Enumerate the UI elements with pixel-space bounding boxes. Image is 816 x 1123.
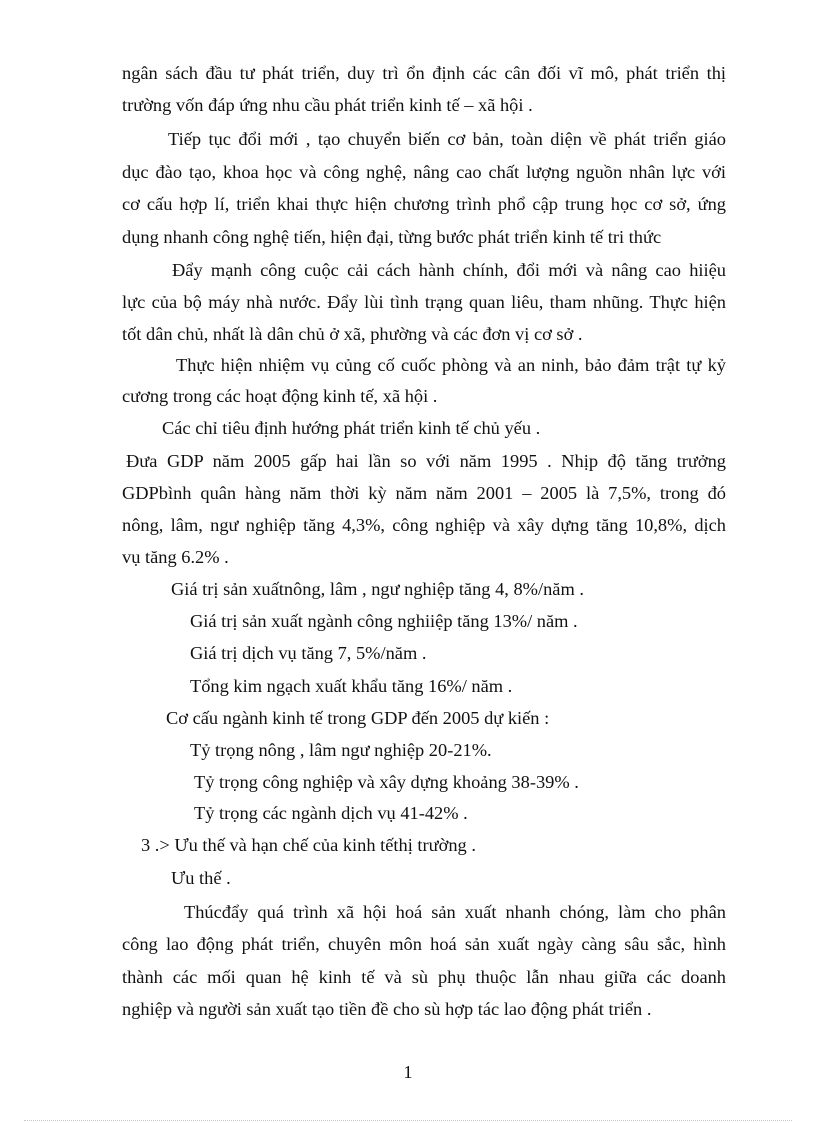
text-line: dụng nhanh công nghệ tiến, hiện đại, từng bước phát triển kinh tế tri thức [122,227,662,247]
text-line: Các chỉ tiêu định hướng phát triển kinh tế chủ yếu . [162,418,541,438]
text-line: Giá trị sản xuấtnông, lâm , ngư nghiệp tăng 4, 8%/năm . [171,579,584,599]
subsection-heading: Ưu thế . [171,868,231,888]
text-line: nghiệp và người sản xuất tạo tiền đề cho sù hợp tác lao động phát triển . [122,999,652,1019]
text-line: vụ tăng 6.2% . [122,547,229,567]
text-line: lực của bộ máy nhà nước. Đẩy lùi tình trạng quan liêu, tham nhũng. Thực hiện [122,292,726,312]
text-line: Tỷ trọng công nghiệp và xây dựng khoảng 38-39% . [194,772,579,792]
text-line: GDPbình quân hàng năm thời kỳ năm năm 2001 – 2005 là 7,5%, trong đó [122,483,726,503]
text-line: ngân sách đầu tư phát triển, duy trì ổn định các cân đối vĩ mô, phát triển thị [122,63,726,83]
text-line: thành các mối quan hệ kinh tế và sù phụ thuộc lẫn nhau giữa các doanh [122,967,726,987]
text-line: Thúcđẩy quá trình xã hội hoá sản xuất nhanh chóng, làm cho phân [184,902,726,922]
text-line: Đưa GDP năm 2005 gấp hai lần so với năm 1995 . Nhịp độ tăng trưởng [126,451,726,471]
text-line: trường vốn đáp ứng nhu cầu phát triển kinh tế – xã hội . [122,95,533,115]
text-line: công lao động phát triển, chuyên môn hoá sản xuất ngày càng sâu sắc, hình [122,934,726,954]
text-line: Thực hiện nhiệm vụ củng cố cuốc phòng và an ninh, bảo đảm trật tự kỷ [176,355,726,375]
text-line: Giá trị dịch vụ tăng 7, 5%/năm . [190,643,427,663]
page-bottom-rule [24,1120,792,1121]
text-line: Tổng kim ngạch xuất khẩu tăng 16%/ năm . [190,676,513,696]
text-line: Tỷ trọng các ngành dịch vụ 41-42% . [194,803,468,823]
text-line: Cơ cấu ngành kinh tế trong GDP đến 2005 dự kiến : [166,708,550,728]
text-line: Giá trị sản xuất ngành công nghiiệp tăng 13%/ năm . [190,611,578,631]
text-line: Tỷ trọng nông , lâm ngư nghiệp 20-21%. [190,740,492,760]
text-line: cơ cấu hợp lí, triển khai thực hiện chương trình phổ cập trung học cơ sở, ứng [122,194,726,214]
text-line: cương trong các hoạt động kinh tế, xã hội . [122,386,438,406]
text-line: Đẩy mạnh công cuộc cải cách hành chính, đổi mới và nâng cao hiiệu [172,260,726,280]
text-line: nông, lâm, ngư nghiệp tăng 4,3%, công nghiệp và xây dựng tăng 10,8%, dịch [122,515,726,535]
page-number: 1 [403,1062,413,1082]
section-heading: 3 .> Ưu thế và hạn chế của kinh tếthị trường . [141,835,476,855]
text-line: Tiếp tục đổi mới , tạo chuyển biến cơ bản, toàn diện về phát triển giáo [168,129,726,149]
text-line: tốt dân chủ, nhất là dân chủ ở xã, phường và các đơn vị cơ sở . [122,324,583,344]
text-line: dục đào tạo, khoa học và công nghệ, nâng cao chất lượng nguồn nhân lực với [122,162,726,182]
